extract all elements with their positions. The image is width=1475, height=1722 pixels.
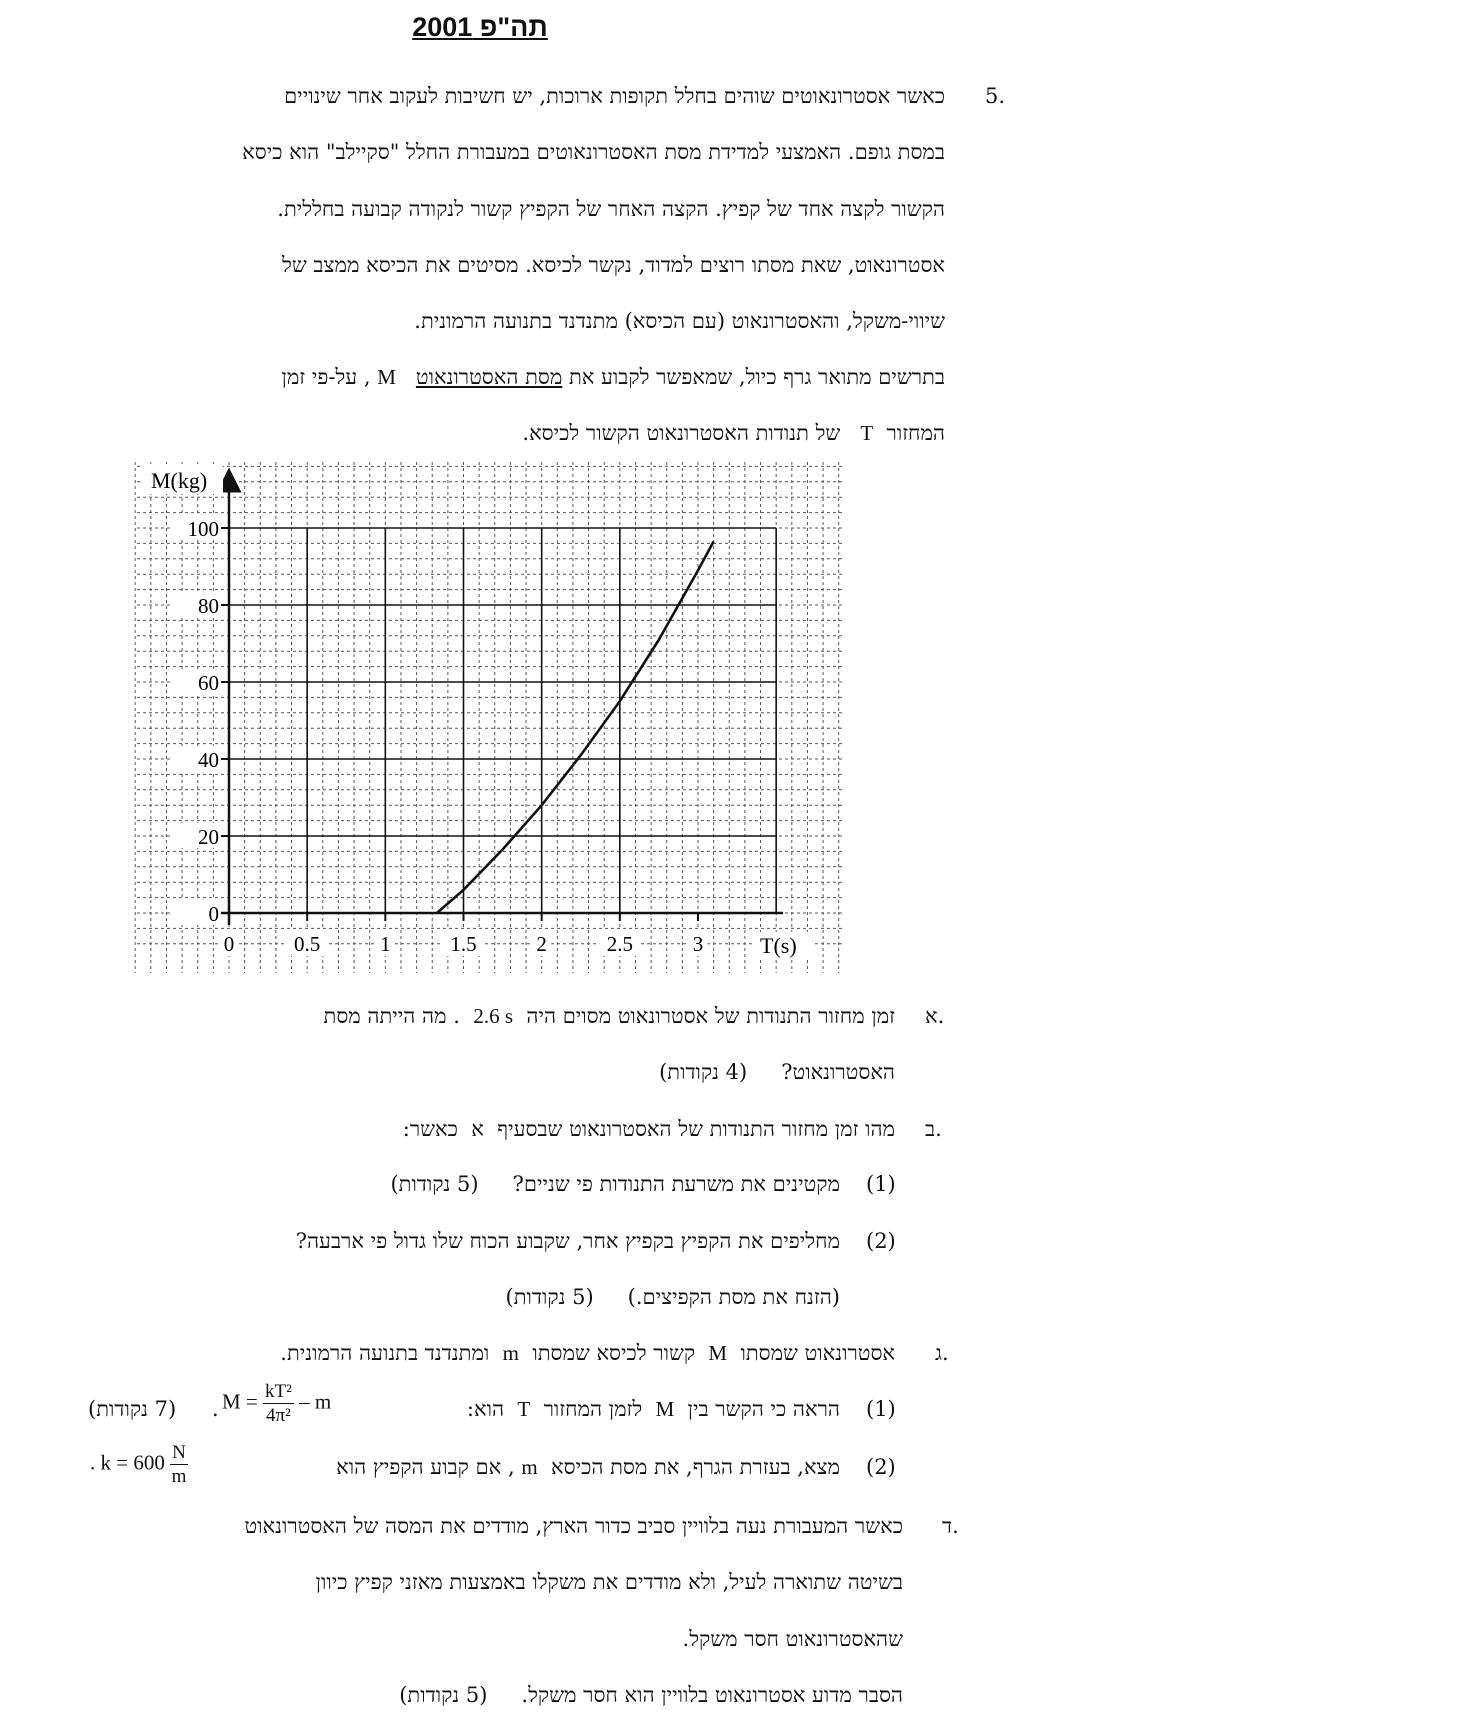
- intro-line-1: כאשר אסטרונאוטים שוהים בחלל תקופות ארוכות, יש חשיבות לעקוב אחר שינויים: [284, 84, 945, 108]
- formula-rest: – m: [299, 1389, 332, 1414]
- part-d-line-3: שהאסטרונאוט חסר משקל.: [682, 1627, 903, 1651]
- y-tick-label: 20: [198, 825, 219, 849]
- intro-line-4: אסטרונאוט, שאת מסתו רוצים למדוד, נקשר לכיסא. מסיטים את הכיסא ממצב של: [282, 253, 945, 277]
- part-d-points: (5 נקודות): [399, 1683, 488, 1707]
- part-c-sub2-sym-m: m: [521, 1455, 538, 1479]
- part-b-sub2: מחליפים את הקפיץ בקפיץ אחר, שקבוע הכוח שלו גדול פי ארבעה?: [295, 1229, 840, 1253]
- part-c-sub1-text-a: הראה כי הקשר בין: [687, 1397, 840, 1421]
- chart-ticks: [219, 528, 698, 921]
- formula-fraction: [263, 1382, 294, 1425]
- part-b-sub2-num: (2): [866, 1229, 896, 1253]
- intro-line-5: שיווי-משקל, והאסטרונאוט (עם הכיסא) מתנדנד בתנועה הרמונית.: [414, 309, 945, 333]
- x-tick-label: 2.5: [606, 932, 633, 956]
- part-c-sym-m: m: [502, 1341, 519, 1365]
- part-a-label: א.: [925, 1004, 945, 1028]
- part-c-sub1-text-c: הוא:: [466, 1397, 505, 1421]
- y-tick-label: 40: [198, 748, 219, 772]
- graph-intro-line-2: [522, 421, 945, 446]
- part-c-sub1-num: (1): [866, 1397, 896, 1421]
- part-b-label: ב.: [925, 1117, 942, 1141]
- x-axis-label: T(s): [760, 933, 797, 958]
- part-c-sub2-text-a: מצא, בעזרת הגרף, את מסת הכיסא: [551, 1455, 840, 1479]
- part-d-label: ד.: [942, 1514, 959, 1538]
- x-tick-label: 0: [223, 932, 235, 956]
- part-b-sub2-points: (5 נקודות): [505, 1285, 594, 1309]
- part-c-sub2-text-b: , אם קבוע הקפיץ הוא: [336, 1455, 515, 1479]
- y-tick-label: 60: [198, 671, 219, 695]
- part-b-line: [403, 1117, 895, 1142]
- part-b-text-a: מהו זמן מחזור התנודות של האסטרונאוט שבסעיף: [497, 1117, 895, 1141]
- part-d-line-1: כאשר המעבורת נעה בלוויין סביב כדור הארץ, מודדים את המסה של האסטרונאוט: [244, 1514, 903, 1538]
- part-d-question: [399, 1683, 903, 1708]
- part-c-sub2-num: (2): [866, 1455, 896, 1479]
- part-c-sub1-text-b: לזמן המחזור: [543, 1397, 643, 1421]
- part-c-formula: [222, 1382, 331, 1425]
- part-c-sym-M: M: [708, 1341, 728, 1365]
- intro-line-2: במסת גופם. האמצעי למדידת מסת האסטרונאוטים במעבורת החלל "סקיילב" הוא כיסא: [242, 140, 945, 164]
- x-tick-label: 2: [536, 932, 547, 956]
- part-b-text-b: כאשר:: [402, 1117, 458, 1141]
- part-c-line: [280, 1341, 895, 1366]
- part-b-sub1-num: (1): [866, 1172, 896, 1196]
- part-a-text-c: האסטרונאוט?: [781, 1060, 895, 1084]
- graph-intro-text-d: של תנודות האסטרונאוט הקשור לכיסא.: [522, 421, 841, 445]
- part-b-sub2-note-text: (הזנח את מסת הקפיצים.): [627, 1285, 840, 1309]
- x-tick-label: 0.5: [294, 932, 321, 956]
- graph-intro-text-c: המחזור: [886, 421, 945, 445]
- y-tick-label: 100: [187, 517, 219, 541]
- part-a-value: 2.6 s: [473, 1004, 513, 1028]
- y-tick-label: 80: [198, 594, 219, 618]
- k-unit-denominator: m: [171, 1466, 187, 1487]
- chart-minor-grid: [133, 462, 845, 973]
- x-tick-label: 1.5: [450, 932, 477, 956]
- formula-numerator: kT²: [265, 1381, 292, 1402]
- part-a-line-2: [659, 1060, 895, 1085]
- y-tick-label: 0: [208, 902, 219, 926]
- graph-intro-text-b: , על-פי זמן: [281, 365, 371, 389]
- part-b-sub1-text: מקטינים את משרעת התנודות פי שניים?: [512, 1172, 840, 1196]
- part-a-points: (4 נקודות): [659, 1060, 748, 1084]
- part-c-text-c: ומתנדנד בתנועה הרמונית.: [280, 1341, 490, 1365]
- chart-major-grid: [229, 528, 776, 913]
- x-tick-label: 3: [692, 932, 704, 956]
- page-title: תה"פ 2001: [412, 12, 548, 42]
- calibration-chart: [133, 458, 858, 978]
- part-a-text-a: זמן מחזור התנודות של אסטרונאוט מסוים היה: [526, 1004, 895, 1028]
- calibration-curve: [437, 542, 714, 914]
- chart-tick-labels: [173, 515, 708, 956]
- part-c-sub1-dot: .: [212, 1397, 219, 1421]
- question-number: 5.: [985, 84, 1006, 108]
- part-d-question-text: הסבר מדוע אסטרונאוט בלוויין הוא חסר משקל.: [521, 1683, 903, 1707]
- part-a-text-b: . מה הייתה מסת: [323, 1004, 460, 1028]
- part-b-sub1-points: (5 נקודות): [390, 1172, 479, 1196]
- part-c-sub1-points: (7 נקודות): [88, 1397, 177, 1421]
- part-b-sub1: [390, 1172, 840, 1197]
- graph-intro-text-a: בתרשים מתואר גרף כיול, שמאפשר לקבוע את: [562, 365, 945, 389]
- k-value: k = 600: [100, 1450, 165, 1475]
- graph-intro-line-1: [282, 365, 946, 390]
- intro-line-3: הקשור לקצה אחד של קפיץ. הקצה האחר של הקפיץ קשור לנקודה קבועה בחללית.: [277, 197, 945, 221]
- part-c-sub1-sym-M: M: [655, 1397, 675, 1421]
- part-c-label: ג.: [935, 1341, 949, 1365]
- symbol-T: T: [860, 421, 874, 445]
- part-c-sub2-dot: .: [90, 1450, 96, 1475]
- formula-lhs: M =: [222, 1389, 258, 1414]
- part-c-k-value: [90, 1443, 188, 1486]
- y-axis-label: M(kg): [151, 468, 208, 493]
- part-c-sub2-text: [336, 1455, 840, 1480]
- part-b-sub2-note: [506, 1285, 841, 1310]
- k-unit-numerator: N: [172, 1442, 186, 1463]
- symbol-M: M: [377, 365, 396, 389]
- k-unit: [170, 1443, 188, 1486]
- part-c-text-a: אסטרונאוט שמסתו: [740, 1341, 895, 1365]
- part-a-line-1: [324, 1004, 895, 1029]
- part-c-sub1-text: [467, 1397, 840, 1422]
- x-tick-label: 1: [380, 932, 391, 956]
- part-c-text-b: קשור לכיסא שמסתו: [532, 1341, 696, 1365]
- part-d-line-2: בשיטה שתוארה לעיל, ולא מודדים את משקלו באמצעות מאזני קפיץ כיוון: [315, 1570, 903, 1594]
- formula-denominator: 4π²: [266, 1405, 291, 1426]
- part-b-ref: א: [471, 1117, 484, 1141]
- graph-intro-underlined: מסת האסטרונאוט: [415, 365, 563, 389]
- part-c-sub1-sym-T: T: [517, 1397, 531, 1421]
